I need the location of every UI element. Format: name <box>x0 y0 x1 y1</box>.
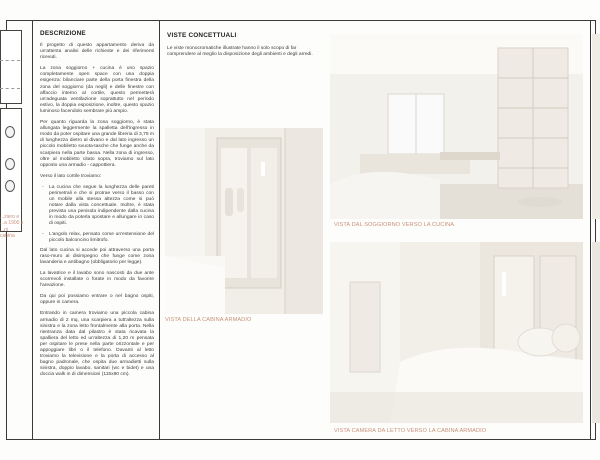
description-list-item: - L'angolo relax, pensato come un'estensione del piccolo balconcino limitrofo. <box>40 232 154 244</box>
description-list-item: - La cucina che segue la lunghezza delle pareti perimetrali e che si protrae verso il basso con un mobile alla stessa altezza come si può notare dalla vista concettuale. Inoltre, è stata prevista una penisola indipendente dalla cucina in modo da poterla spostare e allungare in caso di ospiti. <box>40 185 154 228</box>
render-living-kitchen <box>330 34 583 219</box>
description-column <box>40 30 154 384</box>
description-paragraph: La zona soggiorno + cucina è uno spazio completamente open space con una doppia esigenza: bilanciare parte della porta finestra della zona del soggiorno (da negli) e delle finestre con affaccio interno al cortile, questo permetterà un'adeguata ventilazione soprattutto nel periodo estivo, la doppia esposizione, inoltre, questo spazio luminoso facendolo sembrare più ampio. <box>40 66 154 114</box>
description-paragraph: Da qui poi possiamo entrare o nel bagno ospiti, oppure in camera. <box>40 294 154 306</box>
render-partial-right <box>592 34 600 219</box>
render-closet <box>165 128 323 314</box>
sink-fixture <box>5 158 15 170</box>
column-divider <box>159 20 160 440</box>
views-heading: VISTE CONCETTUALI <box>167 32 237 39</box>
description-paragraph: Per quanto riguarda la zona soggiorno, è stata allungata leggermente la spalletta dell'ingresso in modo da poter ospitare una grande libreria di 3,75 m di lunghezza dietro al divano e dal lato ingresso un piccolo mobiletto svuota-tasche che funge anche da scarpiera nella parte bassa. Nella zona di ingresso, oltre al mobiletto citato sopra, troviamo sul lato opposto una armadio - cappottiera. <box>40 120 154 168</box>
description-paragraph: La lavatrice e il lavabo sono nascosti da due ante scorrevoli installate o forate in modo da favorire l'areazione. <box>40 271 154 289</box>
render-partial-right <box>592 242 600 423</box>
toilet-fixture <box>5 180 15 192</box>
caption-bedroom: VISTA CAMERA DA LETTO VERSO LA CABINA ARMADIO <box>334 428 487 434</box>
toilet-fixture <box>5 126 15 138</box>
views-intro: Le viste monocromatiche illustrate hanno il solo scopo di far comprendere al meglio la disposizione degli ambienti e degli arredi. <box>167 46 313 58</box>
column-divider <box>32 20 33 440</box>
render-bedroom <box>330 242 583 423</box>
left-note: ...ziero e ...a 1900 x ...ni cabina <box>0 214 24 240</box>
floor-plan-fragment <box>0 30 24 280</box>
caption-living: VISTA DAL SOGGIORNO VERSO LA CUCINA <box>334 222 455 228</box>
description-paragraph: Dal lato cucina si accede poi attraverso una porta raso-muro al disimpegno che funge come zona lavanderia e antibagno (obbligatorio per legge). <box>40 247 154 265</box>
column-divider <box>590 20 591 440</box>
caption-closet: VISTA DELLA CABINA ARMADIO <box>165 317 252 323</box>
description-paragraph: Verso il lato cortile troviamo: <box>40 173 102 179</box>
description-heading: DESCRIZIONE <box>40 30 86 37</box>
description-paragraph: Il progetto di questo appartamento deriva da un'attenta analisi delle richieste e dei riferimenti ricevuti. <box>40 43 154 61</box>
description-paragraph: Entrando in camera troviamo una piccola cabina armadio di 2 mq, una scarpiera a tutt'altezza sulla sinistra e la zona letto frontalmente alla porta. Nella rientranza data dal pilastro è stata ricavata la spalliera del letto ed un'altezza di 1,20 m pensata per ospitare le prese nella parte orizzontale e per appoggiare libri o il telefono. Davanti al letto troviamo la televisione e la porta di accesso al bagno padronale, che ospita due armadietti sulla sinistra, doppio lavabo, sanitari (wc e bidet) e una doccia walk in di dimensioni (115x90 cm). <box>40 311 154 378</box>
